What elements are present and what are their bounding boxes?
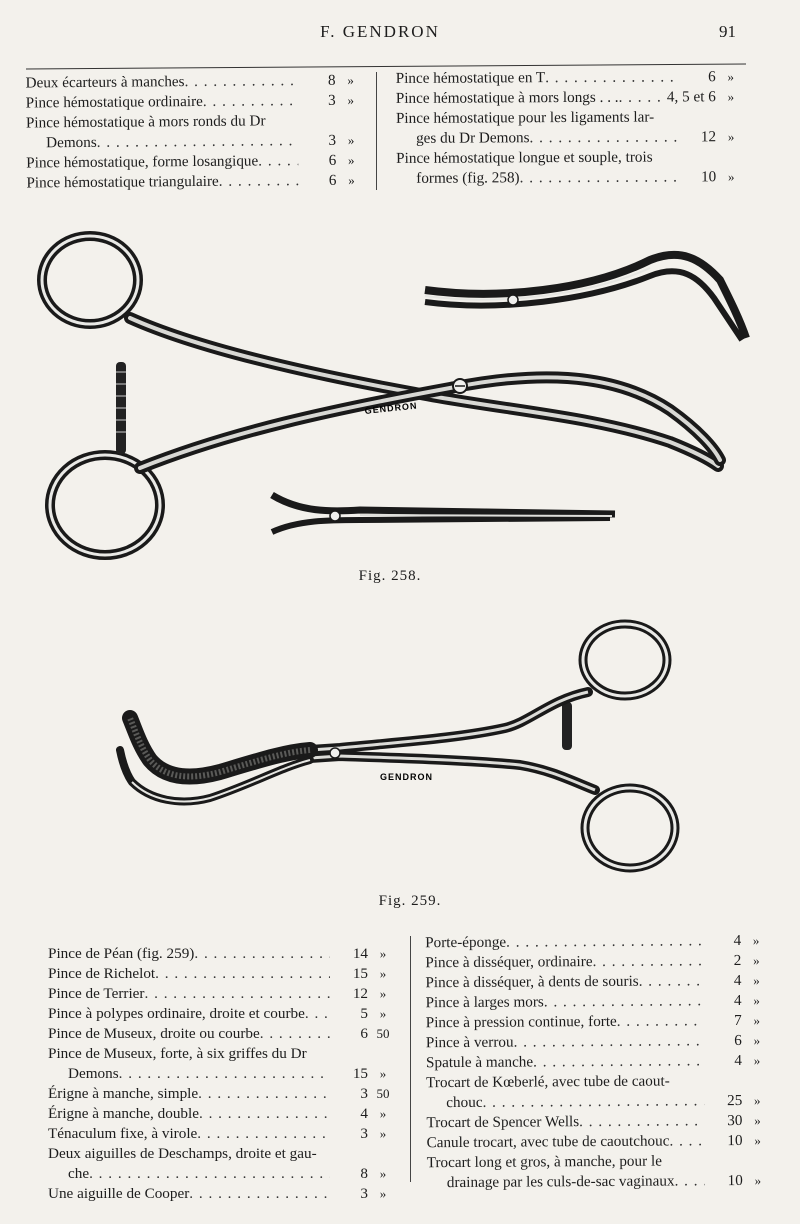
item-price: 15 — [352, 1065, 368, 1082]
item-price-cents: » — [347, 132, 355, 148]
forceps-illustration-258 — [30, 220, 770, 580]
price-list-item — [48, 1024, 398, 1044]
leader-dots — [669, 1131, 704, 1151]
leader-dots — [520, 167, 679, 188]
item-price: 10 — [727, 1171, 743, 1190]
item-label: formes (fig. 258) — [416, 169, 520, 187]
forceps-illustration-259 — [110, 610, 690, 890]
item-label: Pince à pression continue, forte — [425, 1012, 617, 1032]
item-price-cents: » — [347, 92, 355, 108]
page-number: 91 — [719, 22, 736, 41]
leader-dots — [119, 1064, 330, 1084]
item-price: 3 — [360, 1085, 368, 1102]
leader-dots — [619, 88, 663, 108]
item-label: chouc — [446, 1093, 483, 1112]
page-header — [0, 22, 800, 46]
price-list-item — [426, 1131, 772, 1153]
item-price: 6 — [734, 1032, 742, 1050]
leader-dots — [617, 1011, 704, 1032]
item-price-cents: » — [753, 992, 760, 1008]
item-price-cents: » — [379, 1186, 387, 1201]
item-price: 25 — [727, 1092, 743, 1110]
leader-dots — [197, 1124, 330, 1144]
leader-dots — [203, 91, 298, 112]
item-label: Pince hémostatique longue et souple, trois — [396, 148, 653, 167]
leader-dots — [639, 971, 704, 991]
price-list-item — [48, 984, 398, 1004]
item-price: 15 — [352, 965, 368, 982]
figure-259-pean-forceps — [110, 610, 690, 890]
jaw-detail-straight — [272, 495, 615, 532]
item-label: Pince de Museux, forte, à six griffes du Dr — [48, 1045, 307, 1062]
item-price: 7 — [734, 1012, 742, 1030]
leader-dots — [145, 984, 331, 1004]
item-price-cents: » — [379, 1006, 387, 1021]
item-price-cents: 50 — [376, 1026, 390, 1041]
item-price: 8 — [360, 1165, 368, 1182]
item-price: 4 — [733, 972, 742, 990]
item-price-cents: 50 — [376, 1086, 390, 1101]
price-list-item — [426, 1051, 772, 1073]
lower-finger-ring — [585, 788, 675, 868]
price-list-item — [425, 971, 771, 993]
price-list-item — [426, 1111, 772, 1133]
price-list-item — [396, 67, 746, 89]
item-price-cents: » — [379, 966, 387, 981]
price-list-item — [426, 1011, 772, 1033]
item-price-cents: » — [753, 1052, 761, 1068]
item-label: Trocart de Kœberlé, avec tube de caout- — [426, 1072, 670, 1092]
top-column-divider — [376, 72, 377, 190]
item-label: Canule trocart, avec tube de caoutchouc — [426, 1132, 670, 1152]
figure-259-caption: Fig. 259. — [378, 893, 442, 909]
item-label: Ténaculum fixe, à virole — [48, 1125, 198, 1142]
item-label: Pince à larges mors — [425, 993, 544, 1012]
item-label: Pince hémostatique à mors longs . . . — [395, 88, 619, 107]
item-label: Pince de Terrier — [48, 985, 145, 1002]
price-list-item — [48, 1124, 398, 1144]
price-list-item — [48, 964, 398, 984]
leader-dots — [533, 1051, 704, 1072]
item-price: 4 — [733, 992, 742, 1010]
price-list-item — [48, 1044, 398, 1064]
figure-258-caption: Fig. 258. — [358, 568, 422, 584]
item-price: 5 — [360, 1005, 368, 1022]
item-label: Pince hémostatique en T — [395, 69, 546, 87]
maker-engraving: GENDRON — [380, 772, 434, 782]
price-list-item — [427, 1151, 773, 1173]
leader-dots — [545, 67, 678, 88]
item-price-cents: » — [727, 89, 735, 105]
item-price-cents: » — [379, 1126, 387, 1141]
leader-dots — [260, 1024, 330, 1044]
leader-dots — [194, 944, 330, 964]
item-label: Deux écarteurs à manches — [25, 73, 185, 92]
price-list-item — [426, 1071, 772, 1093]
item-price-cents: » — [753, 972, 760, 988]
leader-dots — [184, 71, 297, 92]
leader-dots — [544, 991, 704, 1012]
item-label: Demons — [68, 1065, 119, 1082]
price-list-item — [426, 1031, 772, 1053]
ratchet-lock — [562, 702, 572, 750]
item-price-cents: » — [754, 1172, 762, 1188]
price-list-item — [396, 87, 746, 109]
item-price: 6 — [328, 171, 337, 189]
leader-dots — [674, 1171, 704, 1191]
price-list-item — [425, 951, 771, 973]
item-price-cents: » — [347, 72, 354, 88]
price-list-item — [426, 991, 772, 1013]
price-list-item — [426, 1091, 772, 1113]
price-list-item — [48, 1004, 398, 1024]
item-label: Pince hémostatique, forme losangique — [26, 152, 259, 172]
item-price-cents: » — [379, 986, 387, 1001]
item-price: 3 — [328, 131, 337, 149]
price-list-item — [48, 1144, 398, 1164]
price-list-bottom-right — [425, 931, 773, 1193]
bottom-column-divider — [410, 936, 411, 1182]
price-list-item — [396, 167, 746, 189]
item-label: Pince à disséquer, à dents de souris — [425, 972, 639, 992]
upper-finger-ring — [583, 624, 667, 696]
item-label: Pince de Péan (fig. 259) — [48, 945, 195, 962]
leader-dots — [189, 1184, 330, 1204]
item-label: ges du Dr Demons — [416, 129, 530, 147]
item-price-cents: » — [379, 1106, 387, 1121]
price-list-top-left — [25, 71, 366, 194]
item-price: 4 — [733, 932, 742, 950]
price-list-item — [48, 1104, 398, 1124]
item-price: 12 — [700, 128, 717, 146]
item-price: 4 — [734, 1052, 743, 1070]
figure-258-hemostatic-forceps — [30, 220, 770, 580]
item-price: 4 — [360, 1105, 368, 1122]
price-list-item — [26, 171, 366, 194]
ratchet-lock — [116, 362, 126, 454]
item-label: drainage par les culs-de-sac vaginaux — [446, 1172, 675, 1192]
item-price: 10 — [727, 1132, 743, 1150]
price-list-item — [26, 91, 366, 114]
item-label: Érigne à manche, simple — [48, 1085, 199, 1102]
item-label: Pince hémostatique ordinaire — [25, 92, 203, 112]
item-price: 6 — [360, 1025, 368, 1042]
item-label: Deux aiguilles de Deschamps, droite et gau- — [48, 1145, 317, 1162]
item-price-cents: » — [754, 1112, 761, 1128]
item-label: Pince à disséquer, ordinaire — [425, 953, 593, 972]
upper-finger-ring — [42, 236, 138, 324]
item-price-cents: » — [753, 1012, 761, 1028]
leader-dots — [219, 171, 299, 192]
item-price-cents: » — [348, 172, 355, 188]
pivot-screw — [330, 748, 340, 758]
leader-dots — [482, 1091, 704, 1113]
item-price: 3 — [328, 91, 336, 109]
item-label: Pince hémostatique pour les ligaments lar- — [395, 108, 655, 127]
item-label: Trocart de Spencer Wells — [426, 1113, 580, 1132]
price-list-item — [427, 1171, 773, 1193]
item-price-cents: » — [753, 1032, 761, 1048]
item-price: 3 — [360, 1125, 368, 1142]
item-price-cents: » — [727, 129, 735, 145]
price-list-item — [48, 944, 398, 964]
item-label: Une aiguille de Cooper — [48, 1185, 190, 1202]
item-label: Pince à polypes ordinaire, droite et courbe — [48, 1005, 305, 1022]
item-label: Pince hémostatique triangulaire — [26, 172, 219, 192]
item-price: 8 — [327, 71, 336, 89]
price-list-item — [48, 1064, 398, 1084]
item-price-cents: » — [379, 1166, 387, 1181]
maker-engraving: GENDRON — [364, 400, 418, 416]
leader-dots — [529, 127, 678, 148]
leader-dots — [258, 151, 298, 171]
item-price-cents: » — [379, 946, 387, 961]
page-title: F. GENDRON — [320, 22, 440, 41]
leader-dots — [155, 964, 330, 984]
price-list-item — [396, 127, 746, 149]
item-price: 6 — [328, 151, 337, 169]
price-list-item — [48, 1164, 398, 1184]
item-price-cents: » — [752, 952, 760, 968]
price-list-item — [396, 107, 746, 129]
item-price: 2 — [733, 952, 742, 970]
leader-dots — [514, 1031, 704, 1052]
leader-dots — [97, 131, 299, 153]
item-price: 30 — [727, 1112, 743, 1130]
item-label: Spatule à manche — [425, 1053, 534, 1072]
jaw-detail-curved — [425, 255, 746, 340]
item-label: Pince de Richelot — [48, 965, 156, 982]
price-list-top-right — [396, 67, 747, 189]
price-list-item — [48, 1084, 398, 1104]
item-price-cents: » — [754, 1132, 761, 1148]
curved-jaws — [120, 718, 310, 801]
leader-dots — [579, 1111, 704, 1132]
item-label: che — [68, 1165, 90, 1182]
item-price-cents: » — [347, 152, 355, 168]
item-label: Demons — [46, 133, 97, 152]
price-list-item — [48, 1184, 398, 1204]
item-price: 10 — [701, 168, 717, 186]
item-price: 3 — [360, 1185, 368, 1202]
item-price: 12 — [352, 985, 368, 1002]
price-list-item — [396, 147, 746, 169]
leader-dots — [506, 931, 703, 952]
price-list-item — [425, 931, 771, 953]
item-label: Pince de Museux, droite ou courbe — [48, 1025, 260, 1042]
leader-dots — [198, 1084, 330, 1104]
price-list-bottom-left — [48, 944, 398, 1204]
leader-dots — [89, 1164, 330, 1184]
item-label: Pince à verrou — [425, 1033, 514, 1052]
item-label: Pince hémostatique à mors ronds du Dr — [25, 112, 266, 132]
item-price: 6 — [708, 68, 716, 86]
item-price-cents: » — [379, 1066, 387, 1081]
item-price: 4, 5 et 6 — [666, 88, 716, 106]
item-price: 14 — [352, 945, 368, 962]
item-label: Porte-éponge — [425, 933, 507, 952]
leader-dots — [199, 1104, 330, 1124]
item-price-cents: » — [727, 169, 735, 185]
item-price-cents: » — [752, 932, 760, 948]
item-price-cents: » — [727, 69, 735, 85]
item-price-cents: » — [753, 1092, 761, 1108]
leader-dots — [592, 951, 703, 972]
item-label: Érigne à manche, double — [48, 1105, 199, 1122]
leader-dots — [305, 1004, 330, 1024]
item-label: Trocart long et gros, à manche, pour le — [426, 1152, 662, 1172]
